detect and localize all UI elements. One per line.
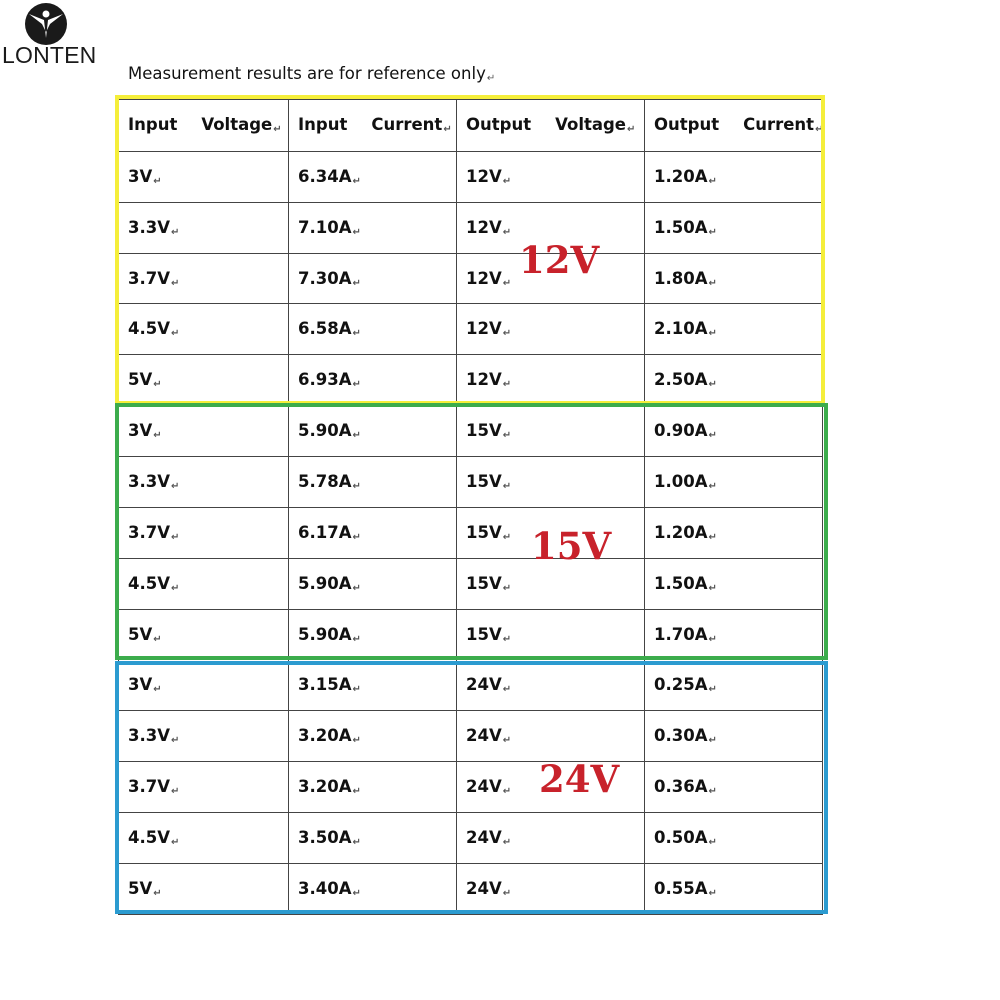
table-cell: 3.15A↵: [289, 660, 457, 711]
table-cell: 3V↵: [119, 151, 289, 202]
table-cell: 5.78A↵: [289, 457, 457, 508]
table-row: [119, 762, 823, 813]
table-row: [119, 558, 823, 609]
table-cell: 3.7V↵: [119, 507, 289, 558]
column-header: Output Voltage↵: [457, 100, 645, 152]
table-cell: 0.36A↵: [645, 762, 823, 813]
lonten-logo-icon: [24, 2, 68, 46]
table-cell: 1.80A↵: [645, 253, 823, 304]
measurement-table: [118, 99, 823, 915]
table-row: [119, 609, 823, 660]
brand-name: LONTEN: [2, 42, 97, 68]
table-cell: 2.50A↵: [645, 355, 823, 406]
table-row: [119, 355, 823, 406]
table-cell: 5V↵: [119, 609, 289, 660]
table-row: [119, 863, 823, 914]
table-cell: 24V↵: [457, 762, 645, 813]
table-cell: 5V↵: [119, 863, 289, 914]
table-cell: 5.90A↵: [289, 558, 457, 609]
table-cell: 15V↵: [457, 609, 645, 660]
table-cell: 3.40A↵: [289, 863, 457, 914]
table-cell: 3V↵: [119, 406, 289, 457]
table-cell: 12V↵: [457, 202, 645, 253]
column-header: Input Current↵: [289, 100, 457, 152]
table-cell: 0.50A↵: [645, 813, 823, 864]
table-cell: 7.30A↵: [289, 253, 457, 304]
table-cell: 15V↵: [457, 457, 645, 508]
table-cell: 3.3V↵: [119, 202, 289, 253]
table-cell: 6.17A↵: [289, 507, 457, 558]
table-cell: 12V↵: [457, 151, 645, 202]
table-cell: 12V↵: [457, 304, 645, 355]
table-cell: 3.20A↵: [289, 711, 457, 762]
table-row: [119, 253, 823, 304]
table-cell: 5.90A↵: [289, 406, 457, 457]
group-label-15v: 15V: [531, 524, 612, 568]
table-cell: 15V↵: [457, 507, 645, 558]
table-cell: 24V↵: [457, 711, 645, 762]
table-cell: 4.5V↵: [119, 304, 289, 355]
table-cell: 15V↵: [457, 406, 645, 457]
table-cell: 1.20A↵: [645, 151, 823, 202]
table-cell: 5.90A↵: [289, 609, 457, 660]
group-label-12v: 12V: [519, 238, 600, 282]
table-cell: 0.90A↵: [645, 406, 823, 457]
table-cell: 4.5V↵: [119, 813, 289, 864]
table-cell: 24V↵: [457, 863, 645, 914]
table-cell: 5V↵: [119, 355, 289, 406]
table-cell: 12V↵: [457, 355, 645, 406]
table-row: [119, 660, 823, 711]
table-cell: 0.25A↵: [645, 660, 823, 711]
table-cell: 3V↵: [119, 660, 289, 711]
table-cell: 1.50A↵: [645, 558, 823, 609]
column-header: Input Voltage↵: [119, 100, 289, 152]
table-cell: 0.55A↵: [645, 863, 823, 914]
measurement-caption: Measurement results are for reference only↵: [128, 64, 496, 84]
table-cell: 24V↵: [457, 813, 645, 864]
table-cell: 0.30A↵: [645, 711, 823, 762]
table-cell: 3.7V↵: [119, 762, 289, 813]
table-cell: 24V↵: [457, 660, 645, 711]
table-row: [119, 813, 823, 864]
table-cell: 1.20A↵: [645, 507, 823, 558]
group-label-24v: 24V: [539, 757, 620, 801]
table-cell: 6.34A↵: [289, 151, 457, 202]
table-row: [119, 202, 823, 253]
brand-logo: [0, 0, 100, 72]
table-row: [119, 304, 823, 355]
column-header: Output Current↵: [645, 100, 823, 152]
table-cell: 1.00A↵: [645, 457, 823, 508]
table-cell: 6.93A↵: [289, 355, 457, 406]
table-row: [119, 406, 823, 457]
table-cell: 15V↵: [457, 558, 645, 609]
table-cell: 1.50A↵: [645, 202, 823, 253]
table-cell: 4.5V↵: [119, 558, 289, 609]
table-row: [119, 457, 823, 508]
table-row: [119, 151, 823, 202]
table-row: [119, 507, 823, 558]
table-cell: 7.10A↵: [289, 202, 457, 253]
table-header-row: [119, 100, 823, 152]
table-row: [119, 711, 823, 762]
table-cell: 3.3V↵: [119, 711, 289, 762]
table-cell: 6.58A↵: [289, 304, 457, 355]
table-cell: 12V↵: [457, 253, 645, 304]
table-cell: 3.7V↵: [119, 253, 289, 304]
table-cell: 3.20A↵: [289, 762, 457, 813]
table-cell: 1.70A↵: [645, 609, 823, 660]
table-cell: 3.3V↵: [119, 457, 289, 508]
table-cell: 3.50A↵: [289, 813, 457, 864]
table-cell: 2.10A↵: [645, 304, 823, 355]
